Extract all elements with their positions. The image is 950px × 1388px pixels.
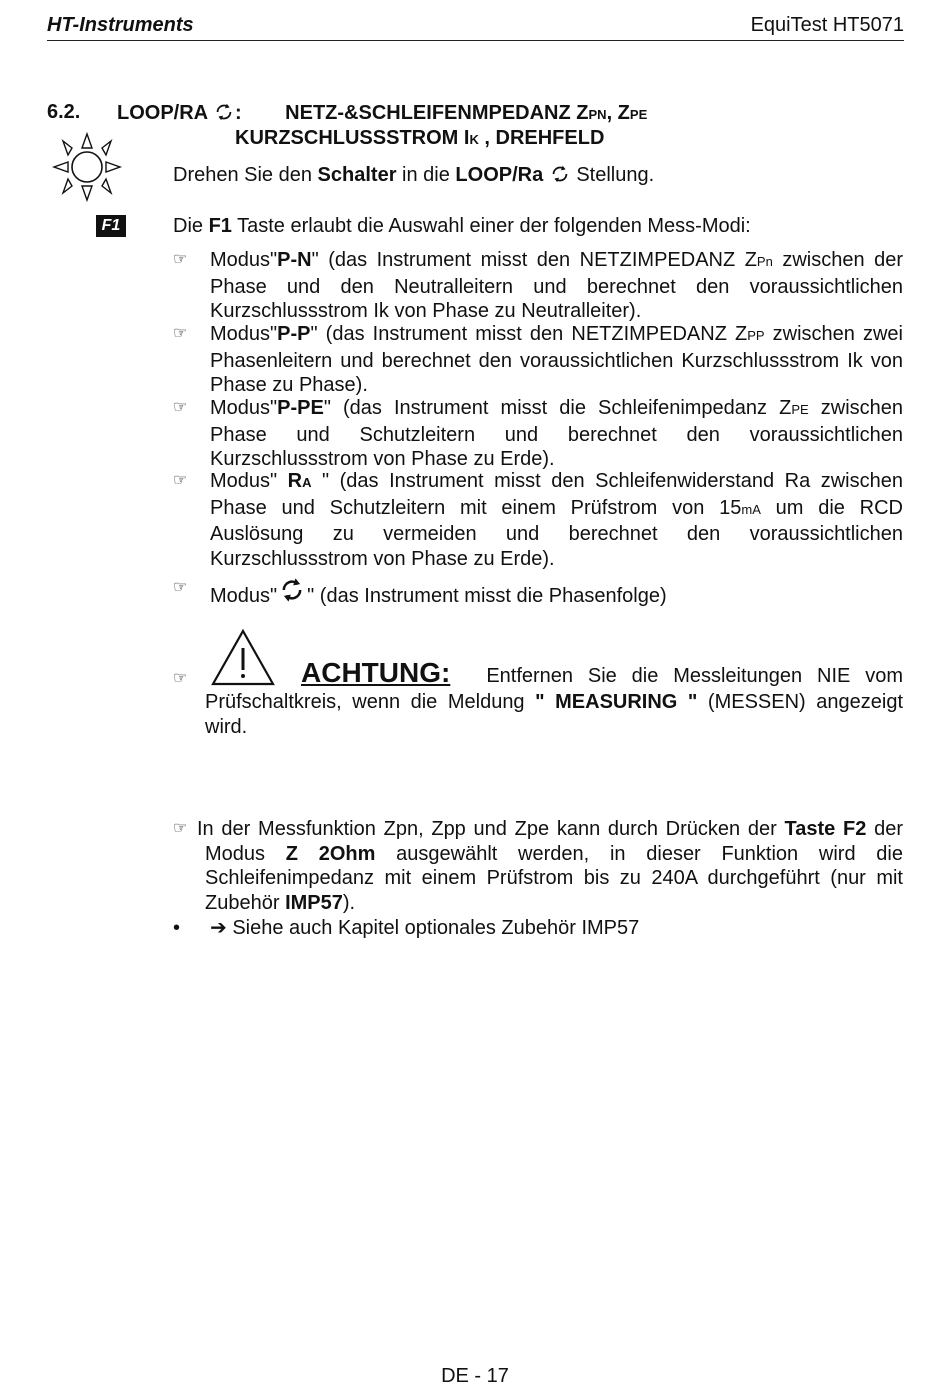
warning-text-part2: (MESSEN) angezeigt wird. [205, 690, 903, 738]
section-number: 6.2. [47, 101, 81, 123]
mode-text: Modus" [210, 470, 288, 492]
mode-item-p-p [173, 322, 903, 398]
pointing-hand-icon: ☞ [173, 325, 188, 342]
section-sub-pn: PN [588, 107, 607, 122]
section-title-line1 [117, 101, 647, 125]
mode-text: " (das Instrument misst den Schleifenwiderstand Ra zwischen Phase und Schutzleitern mit einem Prüfstrom von 15 [210, 470, 903, 519]
note-mode: Z 2Ohm [285, 842, 376, 865]
mode-item-p-pe [173, 396, 903, 472]
instruction-switch: Schalter [317, 164, 397, 186]
pointing-hand-icon: ☞ [173, 251, 188, 268]
page-number: DE - 17 [441, 1365, 509, 1387]
section-title-line2-a: KURZSCHLUSSSTROM I [235, 127, 470, 149]
mode-text: " (das Instrument misst den NETZIMPEDANZ Z [310, 323, 748, 345]
rotation-arrows-icon [213, 101, 235, 123]
warning-text [205, 657, 903, 741]
warning-text-part1: Entfernen Sie die Messleitungen NIE vom Prüfschaltkreis, wenn die Meldung [205, 665, 903, 713]
f1-key-badge: F1 [96, 215, 126, 237]
mode-text: " (das Instrument misst die Phasenfolge) [307, 585, 667, 607]
instruction-mid: in die [396, 164, 456, 186]
f1-intro-key: F1 [208, 215, 232, 237]
pointing-hand-icon: ☞ [173, 399, 188, 416]
mode-item-p-n [173, 248, 903, 324]
header-product: EquiTest HT5071 [750, 14, 904, 36]
note-accessory: IMP57 [285, 891, 343, 914]
mode-text: Modus" [210, 397, 278, 419]
mode-label: P-N [277, 249, 312, 271]
mode-subscript: PE [791, 402, 809, 417]
instruction-post: Stellung. [576, 164, 655, 186]
instruction-pre: Drehen Sie den [173, 164, 318, 186]
arrow-right-icon: ➔ [210, 917, 227, 939]
section-sub-k: K [469, 132, 479, 147]
mode-text: Modus" [210, 323, 278, 345]
mode-label: P-P [277, 323, 311, 345]
section-title-main: NETZ-&SCHLEIFENMPEDANZ Z [285, 102, 589, 124]
pointing-hand-icon: ☞ [173, 579, 188, 596]
mode-label-subscript: A [302, 475, 312, 490]
f1-intro [173, 214, 751, 239]
rotation-arrows-icon [277, 576, 307, 604]
section-title-line2-b: , DREHFELD [478, 127, 605, 149]
mode-text: zwischen der Phase und den Neutralleitern und berechnet den voraussichtlichen Kurzschlussstrom Ik von Phase zu Neutralleiter). [210, 249, 903, 322]
mode-text: " (das Instrument misst die Schleifenimpedanz Z [323, 397, 792, 419]
mode-subscript: Pn [756, 254, 773, 269]
note-key: Taste F2 [784, 818, 867, 840]
section-title-colon: : [234, 102, 242, 124]
pointing-hand-icon: ☞ [173, 670, 188, 687]
see-also-text: Siehe auch Kapitel optionales Zubehör IMP57 [226, 917, 640, 939]
section-title-prefix: LOOP/RA [117, 102, 208, 124]
note-text: ). [342, 891, 356, 914]
mode-text: zwischen Phase und Schutzleitern und berechnet den voraussichtlichen Kurzschlussstrom von Phase zu Erde). [210, 397, 904, 470]
note-text: In der Messfunktion Zpn, Zpp und Zpe kann durch Drücken der [197, 818, 785, 840]
selector-switch-icon [50, 130, 124, 204]
pointing-hand-icon: ☞ [173, 820, 188, 837]
mode-text: Modus" [210, 585, 278, 607]
instruction-position: LOOP/Ra [455, 164, 544, 186]
note-z2ohm [173, 817, 903, 915]
mode-text: um die RCD Auslösung zu vermeiden und berechnet den voraussichtlichen Kurzschlussstrom von Phase zu Erde). [210, 496, 903, 570]
bullet-dot: • [173, 917, 181, 939]
mode-subscript: PP [747, 328, 765, 343]
note-text: der Modus [205, 818, 903, 865]
rotation-arrows-icon [549, 163, 571, 185]
section-title-line2 [235, 127, 604, 150]
mode-item-phase-sequence [173, 576, 903, 609]
section-title-comma: , Z [606, 102, 630, 124]
warning-label: ACHTUNG: [301, 657, 451, 688]
mode-item-ra [173, 469, 903, 571]
mode-label: R [287, 470, 303, 492]
pointing-hand-icon: ☞ [173, 472, 188, 489]
warning-measuring: " MEASURING " [535, 690, 698, 713]
header-divider [47, 40, 904, 41]
instruction-text [173, 163, 654, 188]
f1-intro-post: Taste erlaubt die Auswahl einer der folgenden Mess-Modi: [231, 215, 751, 237]
mode-text: Modus" [210, 249, 278, 271]
see-also-bullet [173, 915, 639, 940]
f1-intro-pre: Die [173, 215, 209, 237]
section-sub-pe: PE [629, 107, 648, 122]
note-text: ausgewählt werden, in dieser Funktion wird die Schleifenimpedanz mit einem Prüfstrom bis zu 240A durchgeführt (nur mit Zubehör [205, 842, 903, 914]
mode-subscript: mA [741, 501, 761, 517]
mode-text: " (das Instrument misst den NETZIMPEDANZ Z [311, 249, 757, 271]
mode-label: P-PE [277, 397, 324, 419]
header-brand: HT-Instruments [47, 14, 194, 36]
mode-text: zwischen zwei Phasenleitern und berechnet den voraussichtlichen Kurzschlussstrom Ik von Phase zu Phase). [210, 323, 903, 396]
